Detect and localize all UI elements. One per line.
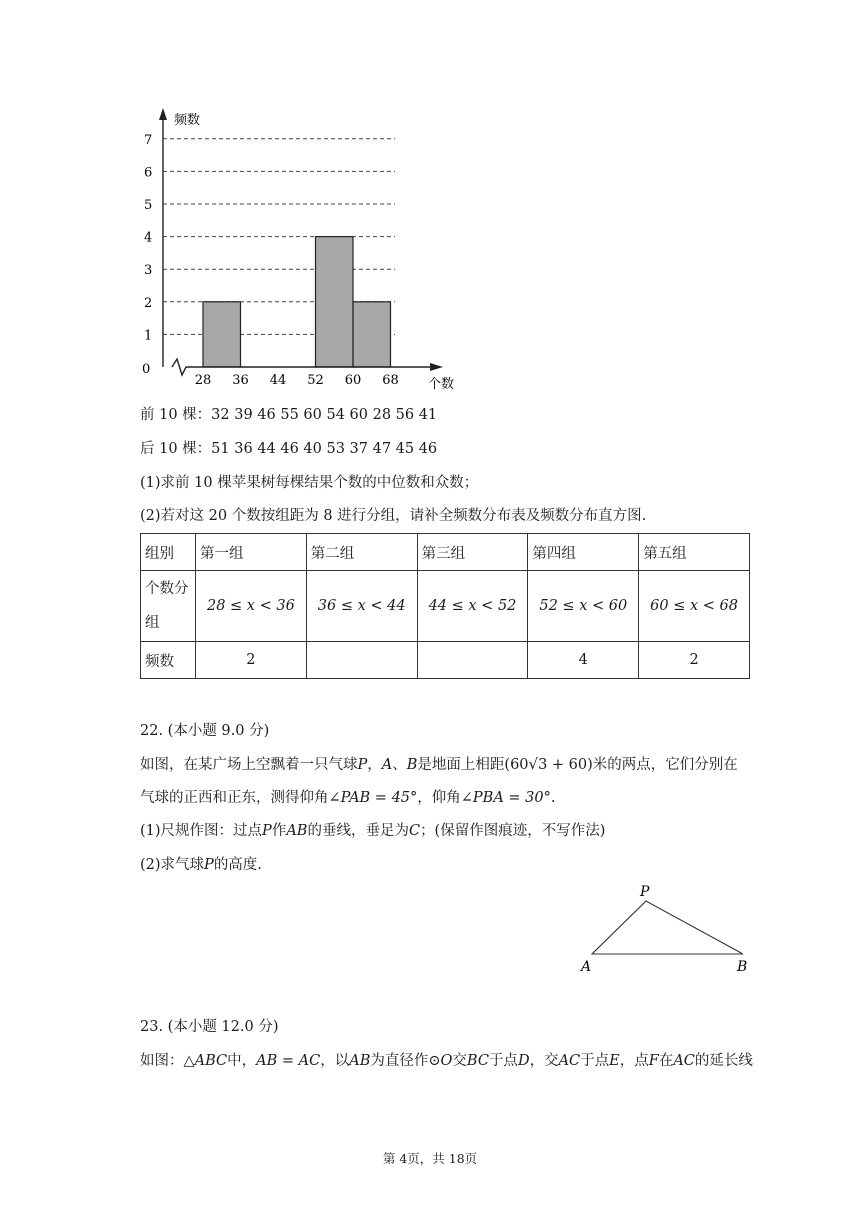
text-span: 的延长线 [694,1053,753,1069]
x-axis-label: 个数 [428,377,455,392]
angle-pab: ∠PAB = 45° [328,790,418,806]
table-row [141,642,750,679]
text-span: . [550,790,556,806]
text-span: ，仰角 [417,790,461,806]
q22-paragraph-line2 [140,788,556,808]
label-P: P [640,884,650,900]
text-span: 如图：△ [140,1053,195,1069]
var-P: P [204,857,214,873]
var-AC: AC [673,1053,695,1069]
x-tick-label: 52 [307,373,324,388]
triangle-pab [592,901,743,954]
var-AB: AB [286,823,308,839]
angle-pba: ∠PBA = 30° [460,790,551,806]
x-tick-label: 28 [194,373,212,388]
text-span: (1)尺规作图：过点 [140,823,263,839]
text-span: 于点 [580,1053,610,1069]
x-tick-label: 44 [269,373,287,388]
q22-title: 22. (本小题 9.0 分) [140,723,270,739]
table-row [141,534,750,571]
table-cell: 第五组 [639,534,750,571]
y-tick-label: 7 [144,132,153,148]
q21-part2: (2)若对这 20 个数按组距为 8 进行分组，请补全频数分布表及频数分布直方图. [140,508,647,524]
var-E: E [609,1053,620,1069]
var-B: B [406,757,418,773]
label-A: A [581,959,592,975]
text-span: ，点 [619,1053,649,1069]
y-tick-label: 5 [144,198,153,213]
text-span: ， [367,757,382,773]
text-span: 中， [227,1053,257,1069]
table-cell [306,642,417,679]
x-tick-label: 68 [382,373,399,388]
var-D: D [517,1053,530,1069]
back-10-data: 后 10 棵：51 36 44 46 40 53 37 47 45 46 [140,441,438,457]
text-span: 的高度. [213,857,262,873]
table-cell: 第二组 [306,534,417,571]
text-span: ，交 [529,1053,559,1069]
table-cell: 个数分组 [141,571,196,642]
text-span: 、 [392,757,407,773]
y-tick-label: 6 [144,165,153,181]
q23-title: 23. (本小题 12.0 分) [140,1019,279,1035]
front-10-data: 前 10 棵：32 39 46 55 60 54 60 28 56 41 [140,407,438,423]
text-span: ；(保留作图痕迹，不写作法) [420,823,606,839]
y-tick-label: 1 [144,328,153,344]
text-span: 于点 [488,1053,518,1069]
text-span: 3 + 60)米的两点，它们分别在 [538,757,738,773]
var-C: C [408,823,421,839]
y-tick-label: 3 [144,263,153,279]
q22-sub1 [140,821,605,841]
text-span: 如图，在某广场上空飘着一只气球 [140,757,358,773]
table-cell: 36 ≤ x < 44 [306,571,417,642]
y-tick-label: 4 [144,230,153,246]
table-cell: 2 [196,642,307,679]
triangle-figure [575,880,760,980]
text-span: 作 [271,823,287,839]
x-tick-label: 60 [344,373,362,388]
sqrt-sign: √ [528,755,539,773]
table-cell: 4 [528,642,639,679]
q22-sub2 [140,855,262,875]
table-cell: 28 ≤ x < 36 [196,571,307,642]
table-cell: 第三组 [417,534,528,571]
eq-ab-ac: AB = AC [256,1053,321,1069]
table-row [141,571,750,642]
q23-paragraph-line1 [140,1051,753,1071]
table-cell: 频数 [141,642,196,679]
var-P: P [262,823,272,839]
var-ABC: ABC [194,1053,228,1069]
var-AB: AB [349,1053,371,1069]
table-cell [417,642,528,679]
table-cell: 52 ≤ x < 60 [528,571,639,642]
text-span: 的垂线，垂足为 [307,823,409,839]
var-BC: BC [466,1053,489,1069]
y-tick-label: 0 [142,362,151,377]
histogram-bar [316,237,354,367]
label-B: B [737,959,748,975]
var-A: A [381,757,393,773]
chart-axes [159,108,443,375]
page-footer: 第 4页，共 18页 [382,1151,478,1166]
frequency-table [140,533,750,679]
table-cell: 2 [639,642,750,679]
text-span: 是地面上相距(60 [417,757,529,773]
q21-part1: (1)求前 10 棵苹果树每棵结果个数的中位数和众数； [140,475,479,491]
var-F: F [648,1053,659,1069]
x-tick-label: 36 [232,373,249,388]
text-span: ，以 [320,1053,350,1069]
q22-paragraph-line1 [140,754,738,775]
histogram-chart [130,100,460,395]
table-cell: 组别 [141,534,196,571]
table-cell: 第四组 [528,534,639,571]
y-tick-labels [142,133,152,377]
y-tick-label: 2 [144,295,153,311]
table-cell: 60 ≤ x < 68 [639,571,750,642]
var-O: O [440,1053,453,1069]
table-cell: 第一组 [196,534,307,571]
histogram-bar [353,302,391,367]
table-cell: 44 ≤ x < 52 [417,571,528,642]
x-tick-labels [195,373,399,388]
histogram-bar [203,302,241,367]
text-span: 交 [452,1053,467,1069]
text-span: (2)求气球 [140,857,205,873]
text-span: 在 [658,1053,674,1069]
y-axis-label: 频数 [174,113,201,128]
var-AC: AC [558,1053,581,1069]
text-span: 为直径作⊙ [370,1053,441,1069]
text-span: 气球的正西和正东，测得仰角 [140,790,329,806]
var-P: P [357,757,368,773]
